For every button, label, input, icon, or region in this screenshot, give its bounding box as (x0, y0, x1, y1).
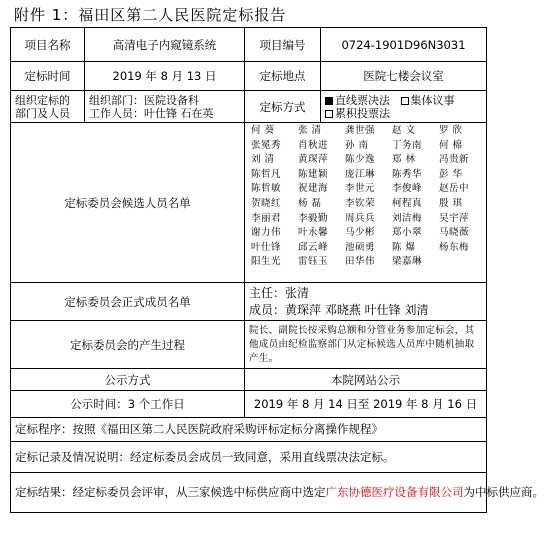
publicity-method-row (11, 369, 487, 391)
candidate-name: 祝建海 (298, 183, 329, 195)
org-detail (85, 91, 245, 123)
candidate-name: 张冕秀 (251, 139, 282, 151)
option-checkbox[interactable] (325, 110, 333, 118)
candidate-name: 邱云峰 (298, 241, 329, 253)
org-dept: 组织部门：医院设备科 (89, 93, 199, 107)
option-label: 直线票决法 (335, 93, 390, 107)
candidate-name: 叶仕锋 (251, 241, 282, 253)
process-cell (245, 321, 487, 369)
publicity-method-label: 公示方式 (11, 369, 245, 391)
candidate-name: 李世元 (345, 183, 376, 195)
place-value: 医院七楼会议室 (321, 62, 487, 91)
result-row (11, 473, 487, 513)
option-checkbox-checked[interactable] (325, 97, 333, 105)
members-label: 定标委员会正式成员名单 (11, 283, 245, 321)
candidate-name: 丁务南 (392, 139, 423, 151)
candidate-name: 肖秋进 (298, 139, 329, 151)
candidates-cell (245, 123, 487, 283)
candidate-name: 何 棉 (439, 139, 463, 151)
candidate-name: 李丽君 (251, 212, 282, 224)
candidate-name: 冯贵新 (439, 154, 470, 166)
candidate-name: 马少彬 (345, 227, 376, 239)
candidate-name: 赵 文 (392, 125, 416, 136)
candidate-name: 李毅勤 (298, 212, 329, 224)
method-options (321, 91, 487, 123)
project-code-value: 0724-1901D96N3031 (321, 28, 487, 62)
candidate-name: 孙 南 (345, 139, 369, 151)
candidate-name: 叶永馨 (298, 227, 329, 239)
director: 主任：张清 (249, 285, 310, 300)
candidate-name: 马晓薇 (439, 227, 470, 239)
place-label: 定标地点 (245, 62, 321, 91)
page-title: 附件 1：福田区第二人民医院定标报告 (14, 6, 287, 24)
result-cell (11, 473, 544, 513)
candidate-name: 黄琛萍 (298, 154, 329, 166)
candidate-name: 陈少逸 (345, 154, 376, 166)
process-text: 院长、副院长按采购总额和分管业务参加定标会，其他成员由纪检监察部门从定标候选人员库中随机抽取产生。 (249, 324, 475, 364)
time-row (11, 62, 487, 91)
procedure-text: 定标程序：按照《福田区第二人民医院政府采购评标定标分离操作规程》 (11, 418, 487, 442)
candidate-name: 李俊峰 (392, 183, 423, 195)
candidate-name: 李钦荣 (345, 197, 376, 209)
candidate-name: 庞江琳 (345, 168, 376, 180)
candidate-name: 龚世强 (345, 125, 376, 136)
process-row (11, 321, 487, 369)
candidate-name: 刘洁梅 (392, 212, 423, 224)
candidate-name: 杨 磊 (298, 197, 322, 209)
candidates-grid (249, 123, 482, 270)
candidate-name: 陈哲敏 (251, 183, 282, 195)
result-prefix: 定标结果：经定标委员会评审，从三家候选中标供应商中选定 (15, 485, 326, 499)
candidate-name: 贺晓红 (251, 197, 282, 209)
members-row (11, 283, 487, 321)
result-winner: 广东协德医疗设备有限公司 (325, 485, 464, 499)
method-label: 定标方式 (245, 91, 321, 123)
project-code-label: 项目编号 (245, 28, 321, 62)
result-suffix: 为中标供应商。 (463, 485, 544, 499)
procedure-row (11, 418, 487, 442)
org-staff: 工作人员：叶仕锋 石在英 (89, 106, 214, 120)
report-table (10, 27, 544, 513)
option-checkbox[interactable] (401, 97, 409, 105)
candidates-row (11, 123, 487, 283)
candidate-name: 郑 林 (392, 154, 416, 166)
candidate-name: 郑小翠 (392, 227, 423, 239)
candidate-name: 彭 华 (439, 168, 463, 180)
org-label: 组织定标的部门及人员 (11, 91, 85, 123)
time-value: 2019 年 8 月 13 日 (85, 62, 245, 91)
option-label: 累积投票法 (335, 106, 390, 120)
candidate-name: 陈 爆 (392, 241, 416, 253)
candidate-name: 刘 清 (251, 154, 275, 166)
publicity-time-row (11, 391, 487, 418)
time-label: 定标时间 (11, 62, 85, 91)
org-row (11, 91, 487, 123)
candidate-name: 田华伟 (345, 256, 376, 268)
candidate-name: 阳生光 (251, 256, 282, 268)
record-text: 定标记录及情况说明：经定标委员会成员一致同意，采用直线票决法定标。 (11, 442, 487, 473)
candidate-name: 杨东梅 (439, 241, 470, 253)
candidate-name: 张 清 (298, 125, 322, 136)
record-row (11, 442, 487, 473)
project-name-value: 高清电子内窥镜系统 (85, 28, 245, 62)
publicity-method-value: 本院网站公示 (245, 369, 487, 391)
candidate-name: 谢力伟 (251, 227, 282, 239)
members-cell (245, 283, 487, 321)
candidate-name: 陈哲凡 (251, 168, 282, 180)
candidate-name: 梁嘉琳 (392, 256, 423, 268)
candidate-name: 何 葵 (251, 125, 275, 136)
project-name-label: 项目名称 (11, 28, 85, 62)
member-list: 成员：黄琛萍 邓晓燕 叶仕锋 刘清 (249, 302, 429, 317)
candidate-name: 柯程真 (392, 197, 423, 209)
process-label: 定标委员会的产生过程 (11, 321, 245, 369)
publicity-time-label: 公示时间：3 个工作日 (11, 391, 245, 418)
candidates-label: 定标委员会候选人员名单 (11, 123, 245, 283)
project-row (11, 28, 487, 62)
candidate-name: 陈秀华 (392, 168, 423, 180)
option-label: 集体议事 (410, 93, 455, 107)
candidate-name: 池硕勇 (345, 241, 376, 253)
candidate-name: 赵岳中 (439, 183, 470, 195)
candidate-name: 雷钰玉 (298, 256, 329, 268)
candidate-name: 周兵兵 (345, 212, 376, 224)
candidate-name: 殷 琪 (439, 197, 463, 209)
candidate-name: 陈建颖 (298, 168, 329, 180)
publicity-time-value: 2019 年 8 月 14 日至 2019 年 8 月 16 日 (245, 391, 487, 418)
candidate-name: 罗 欣 (439, 125, 463, 136)
candidate-name: 吴宇萍 (439, 212, 470, 224)
